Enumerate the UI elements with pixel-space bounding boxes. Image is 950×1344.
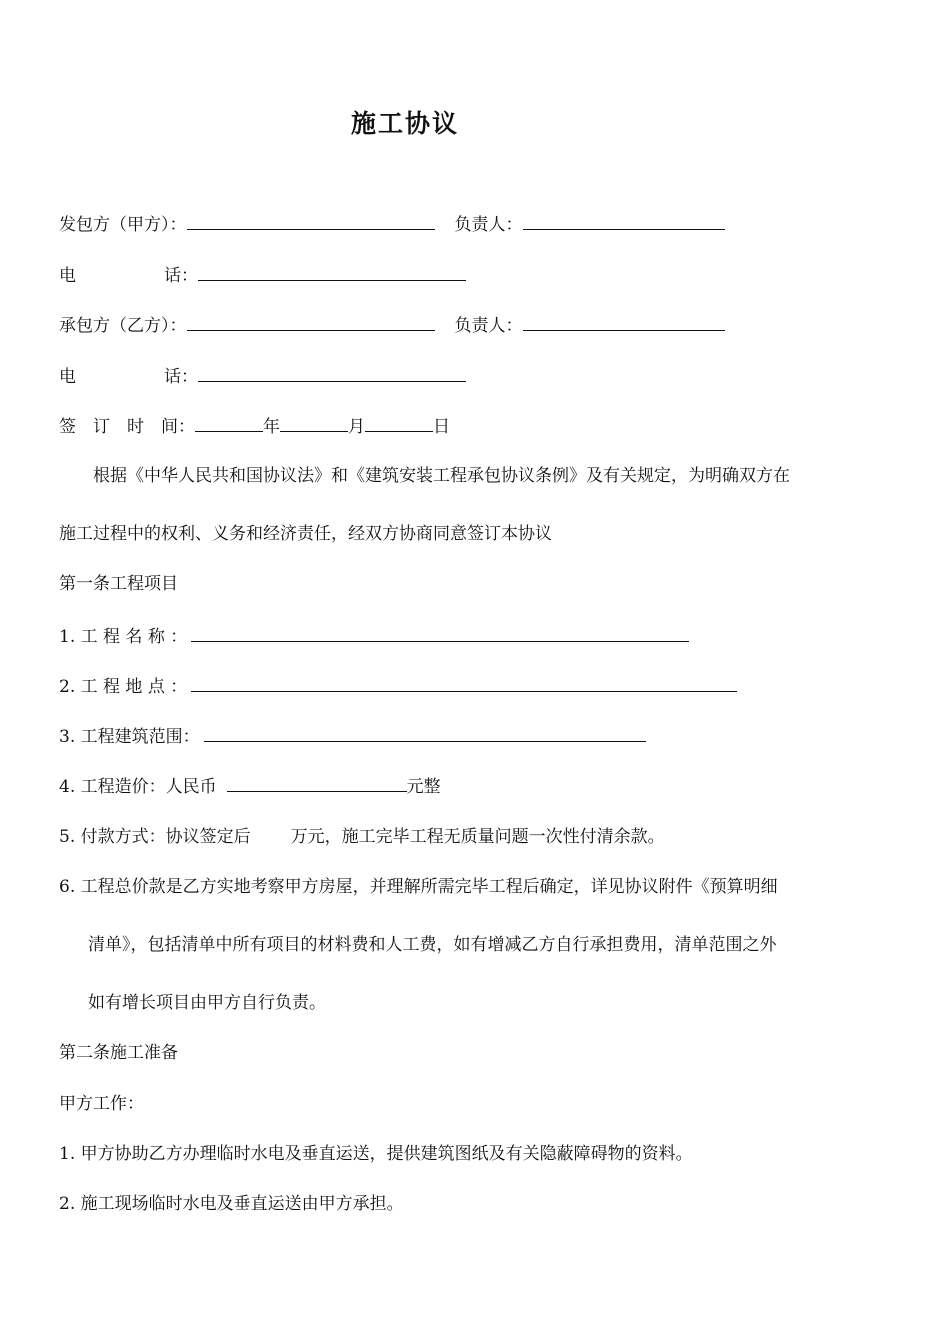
item-2-label: 2. 工 程 地 点 ： — [59, 677, 188, 697]
phone-b-field[interactable] — [198, 364, 466, 382]
phone-b-label-2: 话： — [164, 367, 198, 387]
item-3-row — [59, 724, 646, 749]
sign-year-label: 年 — [263, 417, 280, 437]
phone-b-row — [59, 364, 466, 389]
item-1-row — [59, 624, 689, 649]
party-a-row — [59, 212, 725, 237]
party-a-responsible-label: 负责人： — [454, 215, 523, 235]
article-1-title: 第一条工程项目 — [59, 574, 178, 594]
page-title: 施工协议 — [350, 109, 459, 138]
party-b-field[interactable] — [187, 313, 435, 331]
intro-line-2: 施工过程中的权利、义务和经济责任，经双方协商同意签订本协议 — [59, 524, 552, 544]
item-5-text: 万元，施工完毕工程无质量问题一次性付清余款。 — [290, 827, 665, 847]
work-item-2: 2. 施工现场临时水电及垂直运送由甲方承担。 — [59, 1194, 404, 1214]
phone-a-field[interactable] — [198, 263, 466, 281]
sign-month-label: 月 — [348, 417, 365, 437]
party-b-responsible-label: 负责人： — [454, 316, 523, 336]
party-a-label: 发包方（甲方）： — [59, 215, 187, 235]
party-b-row — [59, 313, 725, 338]
article-2-title: 第二条施工准备 — [59, 1043, 178, 1063]
item-2-row — [59, 674, 737, 699]
item-6-line-2: 清单》，包括清单中所有项目的材料费和人工费，如有增减乙方自行承担费用，清单范围之外 — [88, 935, 777, 955]
sign-day-field[interactable] — [365, 414, 433, 432]
item-4-row — [59, 774, 441, 799]
sign-month-field[interactable] — [280, 414, 348, 432]
phone-b-label-1: 电 — [59, 367, 76, 387]
phone-a-label-1: 电 — [59, 266, 76, 286]
sign-date-label: 签 订 时 间： — [59, 417, 195, 437]
sign-date-row — [59, 414, 450, 439]
party-a-field[interactable] — [187, 212, 435, 230]
project-cost-field[interactable] — [227, 774, 407, 792]
party-a-responsible-field[interactable] — [523, 212, 725, 230]
item-6-line-1: 6. 工程总价款是乙方实地考察甲方房屋，并理解所需完毕工程后确定，详见协议附件《预算明细 — [59, 877, 778, 897]
item-5-label: 5. 付款方式：协议签定后 — [59, 827, 251, 847]
sign-year-field[interactable] — [195, 414, 263, 432]
project-scope-field[interactable] — [204, 724, 646, 742]
item-4-label: 4. 工程造价：人民币 — [59, 777, 217, 797]
work-item-1: 1. 甲方协助乙方办理临时水电及垂直运送，提供建筑图纸及有关隐蔽障碍物的资料。 — [59, 1144, 693, 1164]
party-a-work-title: 甲方工作： — [59, 1094, 144, 1114]
item-6-line-3: 如有增长项目由甲方自行负责。 — [88, 993, 326, 1013]
item-3-label: 3. 工程建筑范围： — [59, 727, 200, 747]
intro-line-1: 根据《中华人民共和国协议法》和《建筑安装工程承包协议条例》及有关规定，为明确双方在 — [93, 466, 790, 486]
phone-a-row — [59, 263, 466, 288]
party-b-responsible-field[interactable] — [523, 313, 725, 331]
sign-day-label: 日 — [433, 417, 450, 437]
party-b-label: 承包方（乙方）： — [59, 316, 187, 336]
item-4-unit: 元整 — [406, 777, 441, 797]
item-5-row — [59, 825, 665, 849]
project-location-field[interactable] — [191, 674, 737, 692]
project-name-field[interactable] — [191, 624, 689, 642]
phone-a-label-2: 话： — [164, 266, 198, 286]
item-1-label: 1. 工 程 名 称 ： — [59, 627, 188, 647]
